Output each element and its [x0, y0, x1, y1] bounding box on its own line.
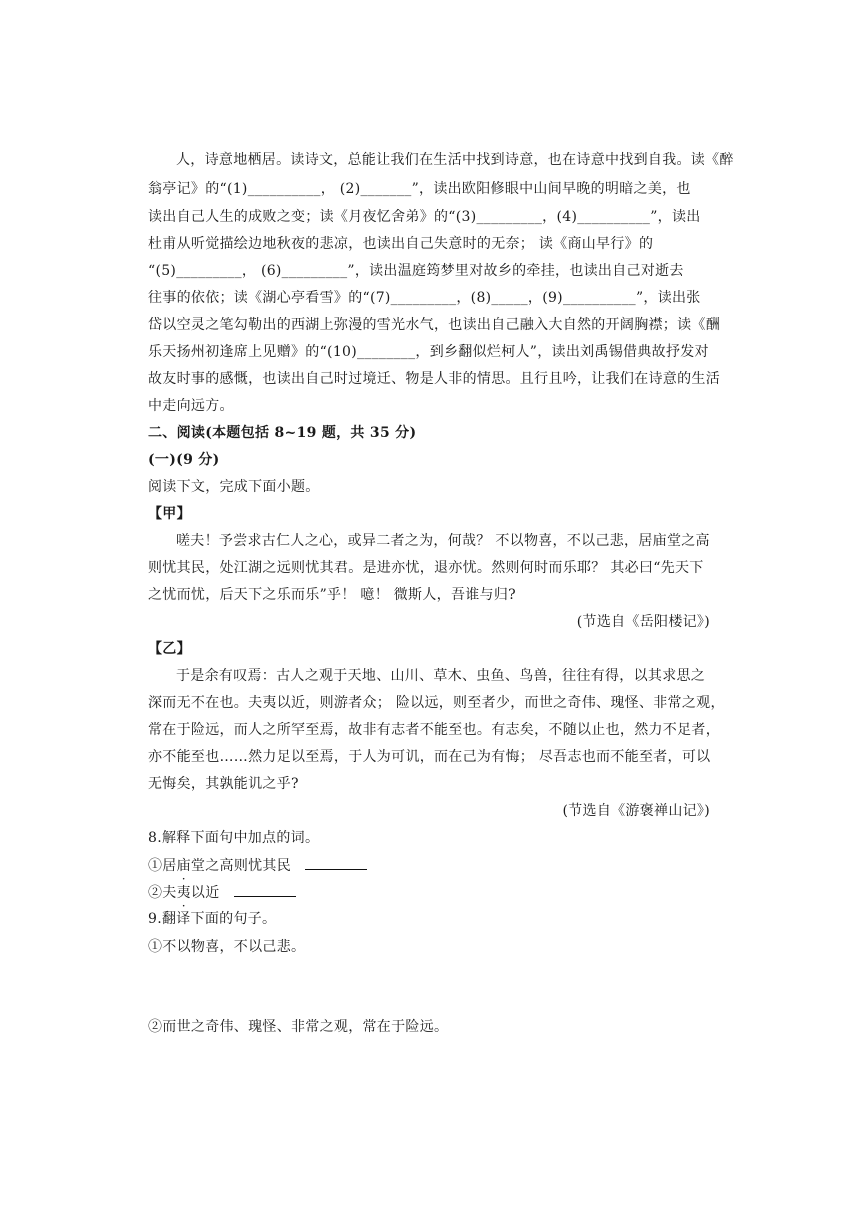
question-8-title: 8.解释下面句中加点的词。 [148, 830, 320, 846]
question-8-item-1-text: 堂之高则忧其民 [190, 858, 292, 874]
question-8-item-2 [148, 882, 718, 903]
passage-jia-line: 则忧其民，处江湖之远则忧其君。是进亦忧，退亦忧。然则何时而乐耶？ 其必曰“先天下 [148, 560, 704, 576]
intro-line-6: 往事的依依；读《湖心亭看雪》的“(7)_________，(8)_____，(9)__________”，读出张 [148, 290, 701, 306]
passage-yi-source: (节选自《游褒禅山记》) [562, 803, 710, 819]
intro-line-1: 人，诗意地栖居。读诗文，总能让我们在生活中找到诗意，也在诗意中找到自我。读《醉 [176, 152, 734, 168]
passage-yi-line: 无悔矣，其孰能讥之乎? [148, 776, 299, 792]
question-8-item-2-text: ②夫 [148, 885, 177, 901]
answer-blank[interactable] [305, 855, 367, 870]
question-9-title: 9.翻译下面的句子。 [148, 911, 277, 927]
question-9-item-2: ②而世之奇伟、瑰怪、非常之观，常在于险远。 [148, 1019, 449, 1035]
answer-blank[interactable] [234, 882, 296, 897]
passage-jia-label: 【甲】 [148, 506, 191, 522]
question-8-item-2-text: 以近 [190, 885, 220, 901]
reading-instruction: 阅读下文，完成下面小题。 [148, 479, 320, 495]
section-title: 二、阅读(本题包括 8~19 题，共 35 分) [148, 425, 417, 441]
passage-yi-line: 常在于险远，而人之所罕至焉，故非有志者不能至也。有志矣，不随以止也，然力不足者， [148, 722, 720, 738]
intro-line-2: 翁亭记》的“(1)__________， (2)_______”，读出欧阳修眼中山间早晚的明暗之美，也 [148, 181, 691, 197]
dotted-word: 庙 [176, 858, 191, 874]
part-one-title: (一)(9 分) [148, 452, 220, 468]
question-8-item-1 [148, 855, 718, 876]
intro-line-7: 岱以空灵之笔勾勒出的西湖上弥漫的雪光水气，也读出自己融入大自然的开阔胸襟；读《酬 [148, 317, 720, 333]
question-8-item-1-text: ①居 [148, 858, 177, 874]
passage-yi-line: 于是余有叹焉：古人之观于天地、山川、草木、虫鱼、鸟兽，往往有得，以其求思之 [176, 668, 706, 684]
intro-line-3: 读出自己人生的成败之变；读《月夜忆舍弟》的“(3)_________，(4)__________”，读出 [148, 209, 701, 225]
intro-line-8: 乐天扬州初逢席上见赠》的“(10)________，到乡翻似烂柯人”，读出刘禹锡借典故抒发对 [148, 344, 709, 360]
passage-yi-line: 深而无不在也。夫夷以近，则游者众； 险以远，则至者少，而世之奇伟、瑰怪、非常之观， [148, 695, 725, 711]
dotted-word: 夷 [176, 885, 191, 901]
intro-line-10: 中走向远方。 [148, 398, 234, 414]
intro-line-4: 杜甫从听觉描绘边地秋夜的悲凉，也读出自己失意时的无奈； 读《商山早行》的 [148, 236, 654, 252]
question-9-item-1: ①不以物喜，不以己悲。 [148, 939, 306, 955]
passage-jia-line: 嗟夫！予尝求古仁人之心，或异二者之为，何哉？ 不以物喜，不以己悲，居庙堂之高 [176, 533, 710, 549]
passage-yi-line: 亦不能至也……然力足以至焉，于人为可讥，而在己为有悔； 尽吾志也而不能至者，可以 [148, 749, 711, 765]
passage-jia-source: (节选自《岳阳楼记》) [576, 614, 710, 630]
intro-line-5: “(5)_________， (6)_________”，读出温庭筠梦里对故乡的牵挂，也读出自己对逝去 [148, 263, 684, 279]
passage-jia-line: 之忧而忧，后天下之乐而乐”乎！ 噫！ 微斯人，吾谁与归? [148, 587, 516, 603]
intro-line-9: 故友时事的感慨，也读出自己时过境迁、物是人非的情思。且行且吟，让我们在诗意的生活 [148, 371, 720, 387]
passage-yi-label: 【乙】 [148, 641, 191, 657]
